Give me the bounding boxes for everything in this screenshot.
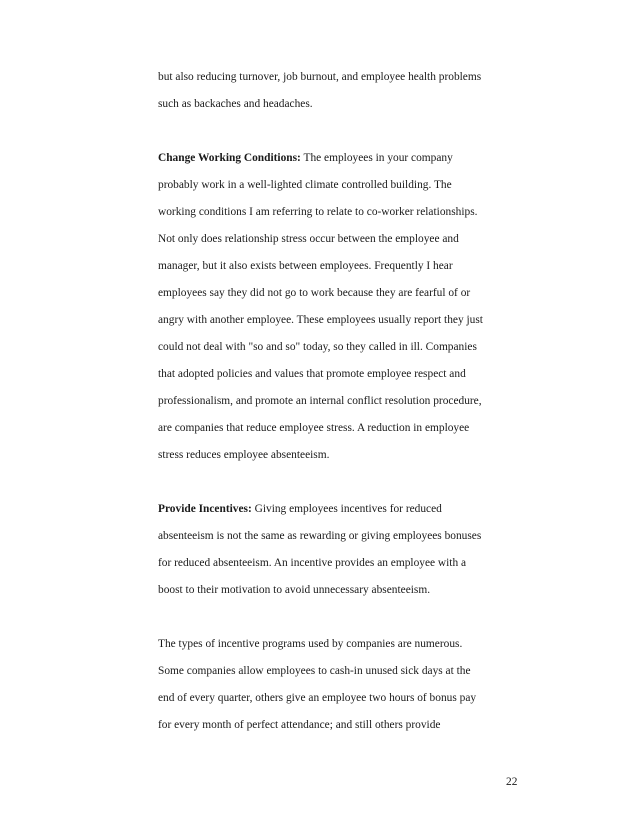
paragraph-1-line-2: such as backaches and headaches. [158, 98, 313, 110]
paragraph-2-line-2: probably work in a well-lighted climate controlled building. The [158, 179, 452, 191]
paragraph-3-line-3: for reduced absenteeism. An incentive provides an employee with a [158, 557, 467, 569]
paragraph-2-line-3: working conditions I am referring to relate to co-worker relationships. [158, 206, 478, 218]
paragraph-3-line-1-text: Giving employees incentives for reduced [251, 503, 442, 515]
page-number: 22 [506, 776, 518, 788]
paragraph-2-line-10: professionalism, and promote an internal conflict resolution procedure, [158, 395, 482, 407]
paragraph-4-line-4: for every month of perfect attendance; and still others provide [158, 719, 441, 731]
paragraph-1-line-1: but also reducing turnover, job burnout, and employee health problems [158, 71, 482, 83]
paragraph-3-line-2: absenteeism is not the same as rewarding or giving employees bonuses [158, 530, 482, 542]
paragraph-2-line-9: that adopted policies and values that promote employee respect and [158, 368, 466, 380]
paragraph-2-line-12: stress reduces employee absenteeism. [158, 449, 330, 461]
paragraph-4-line-3: end of every quarter, others give an employee two hours of bonus pay [158, 692, 477, 704]
paragraph-2-line-1-text: The employees in your company [300, 152, 453, 164]
paragraph-2-line-6: employees say they did not go to work because they are fearful of or [158, 287, 471, 299]
paragraph-2-line-8: could not deal with "so and so" today, so they called in ill. Companies [158, 341, 477, 353]
paragraph-4-line-2: Some companies allow employees to cash-in unused sick days at the [158, 665, 471, 677]
paragraph-2-line-11: are companies that reduce employee stress. A reduction in employee [158, 422, 470, 434]
paragraph-2-line-7: angry with another employee. These employees usually report they just [158, 314, 483, 326]
paragraph-3-line-4: boost to their motivation to avoid unnecessary absenteeism. [158, 584, 431, 596]
section-heading-provide-incentives: Provide Incentives: [158, 503, 252, 515]
paragraph-2-line-4: Not only does relationship stress occur between the employee and [158, 233, 459, 245]
paragraph-2-line-1 [158, 151, 453, 165]
paragraph-2-line-5: manager, but it also exists between employees. Frequently I hear [158, 260, 453, 272]
paragraph-3-line-1 [158, 502, 442, 516]
section-heading-change-working-conditions: Change Working Conditions: [158, 152, 301, 164]
paragraph-4-line-1: The types of incentive programs used by companies are numerous. [158, 638, 463, 650]
